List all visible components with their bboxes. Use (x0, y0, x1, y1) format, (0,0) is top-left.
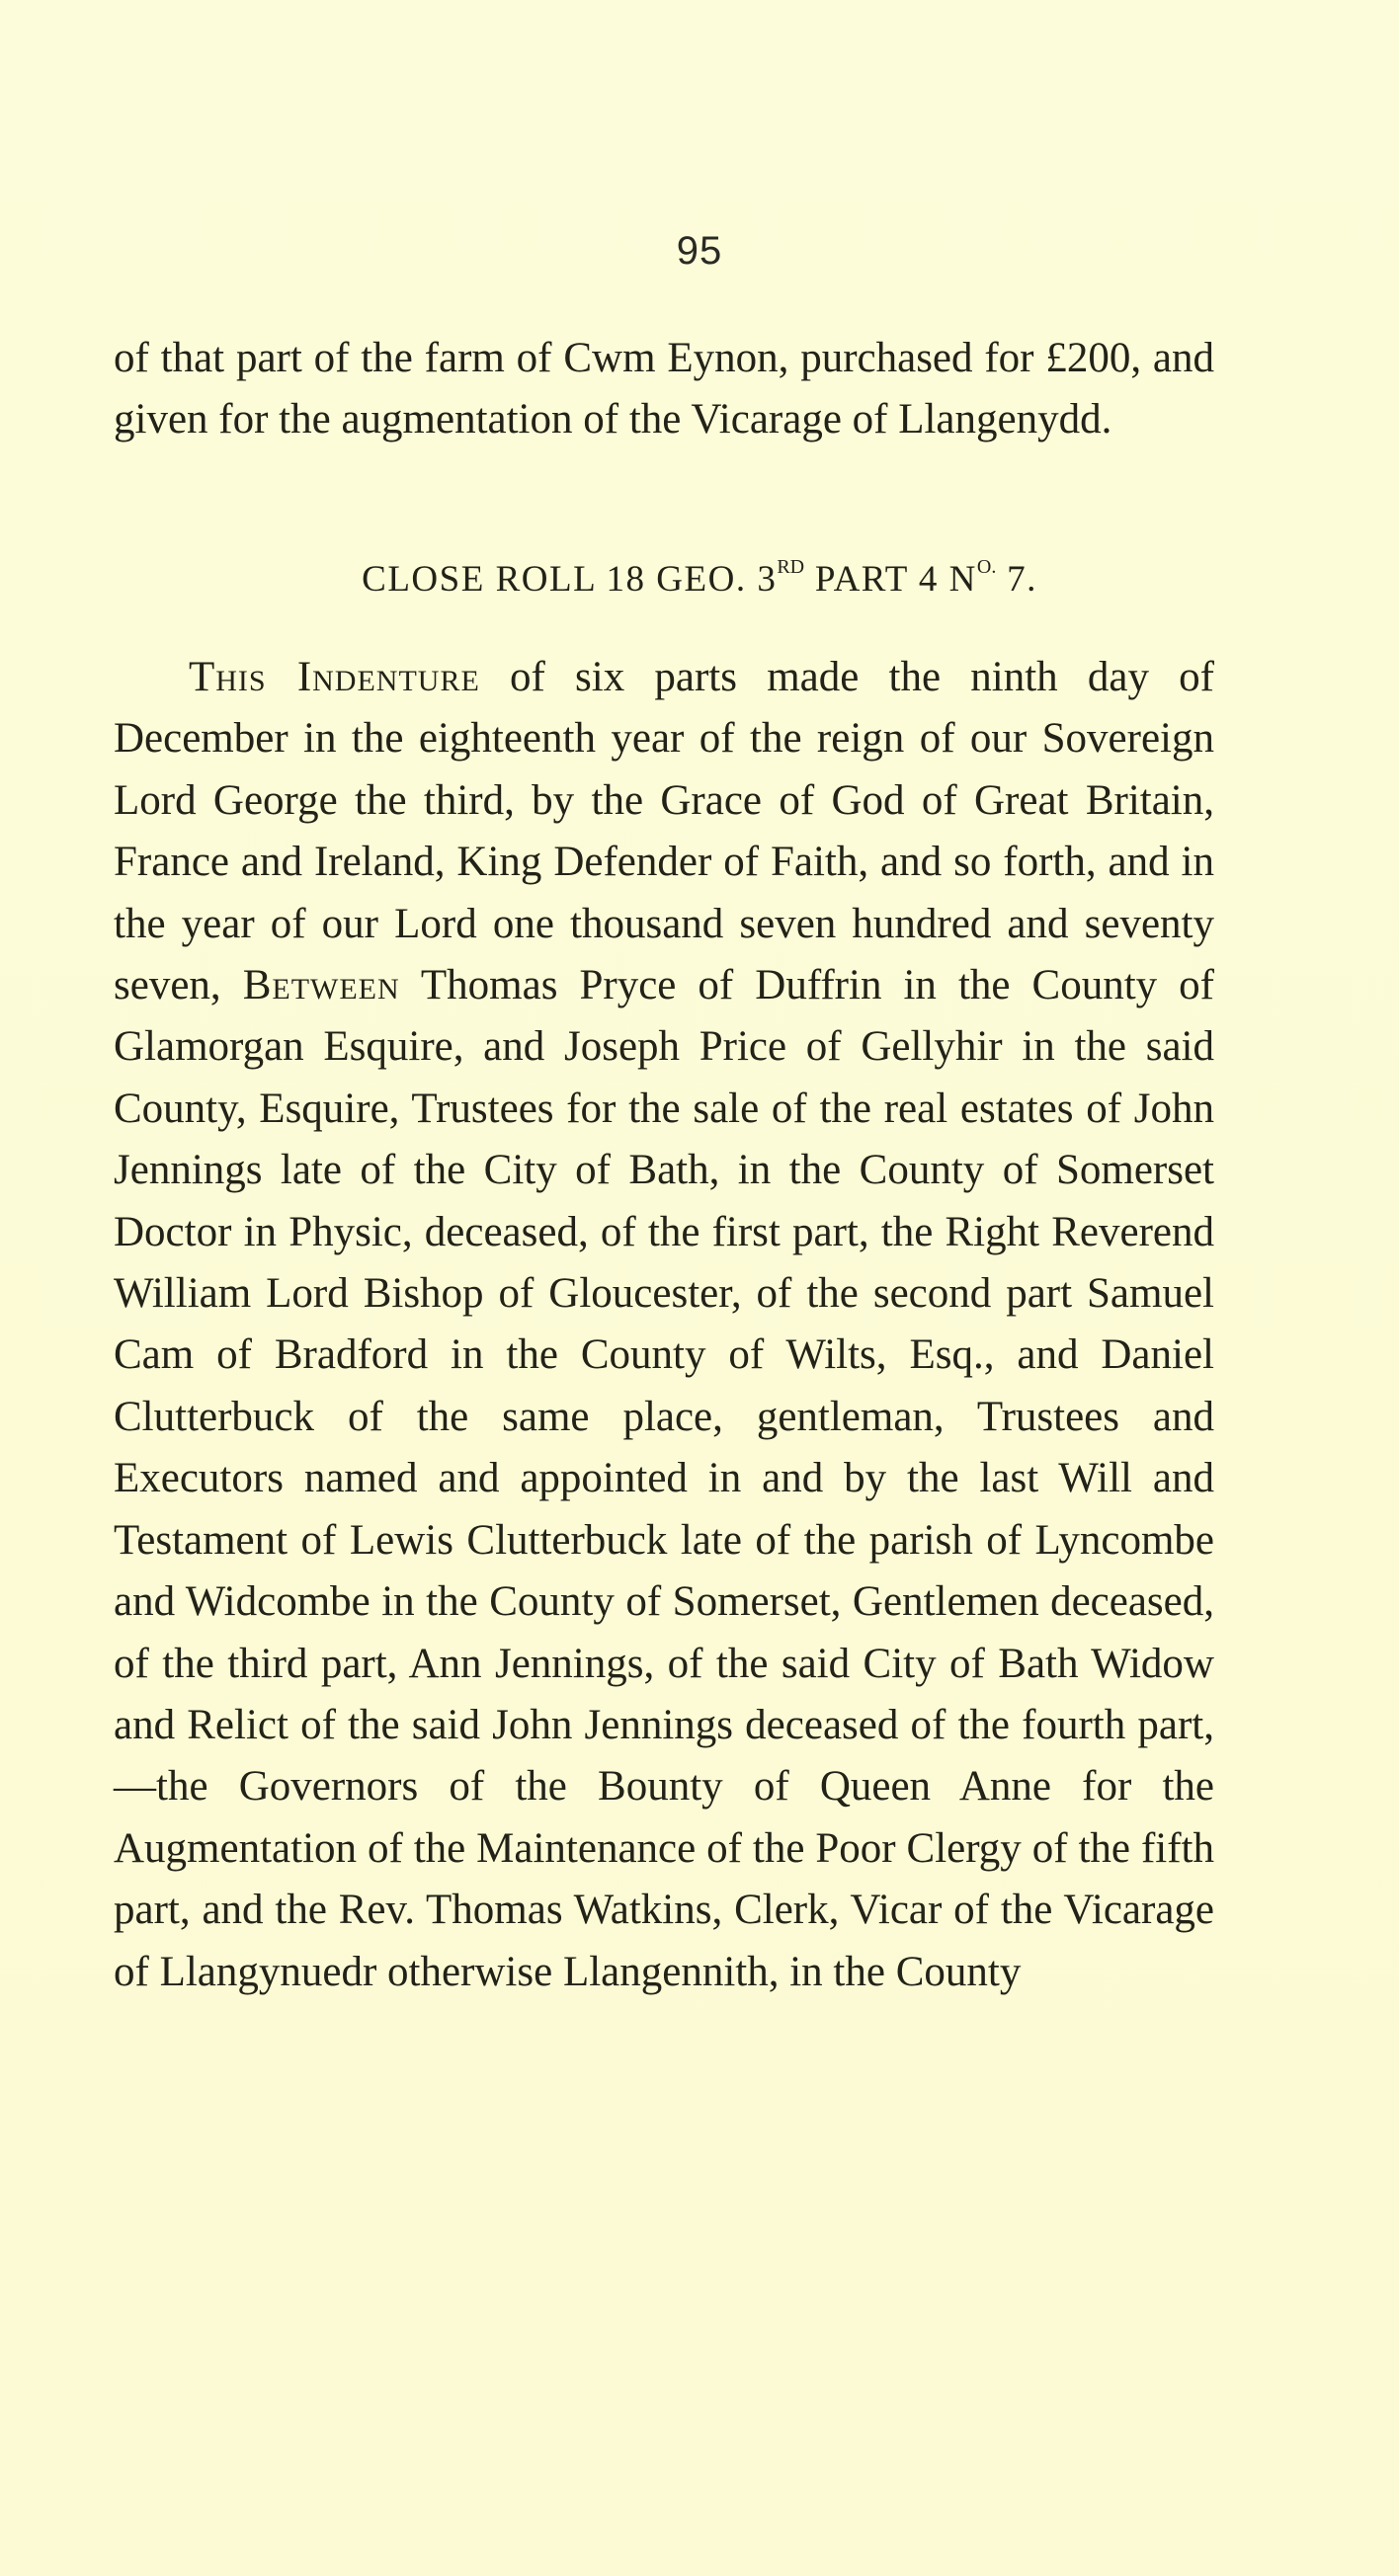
indenture-text-part2: Thomas Pryce of Duffrin in the County of Glamorgan Esquire, and Joseph Price of Gellyhir in the said County, Esquire, Trustees for the sale of the real estates of John Jennings late of the City of Bath, in the County of Somerset Doctor in Physic, deceased, of the first part, the Right Reverend William Lord Bishop of Gloucester, of the second part Samuel Cam of Bradford in the County of Wilts, Esq., and Daniel Clutterbuck of the same place, gentleman, Trustees and Executors named and appointed in and by the last Will and Testament of Lewis Clutterbuck late of the parish of Lyncombe and Widcombe in the County of Somerset, Gentlemen deceased, of the third part, Ann Jennings, of the said City of Bath Widow and Relict of the said John Jennings deceased of the fourth part,—the Governors of the Bounty of Queen Anne for the Augmentation of the Maintenance of the Poor Clergy of the fifth part, and the Rev. Thomas Watkins, Clerk, Vicar of the Vicarage of Llangynuedr otherwise Llangennith, in the County (114, 962, 1214, 1995)
section-heading (0, 556, 1399, 601)
page-number: 95 (676, 229, 723, 273)
indenture-text-part1: of six parts made the ninth day of December in the eighteenth year of the reign of our Sovereign Lord George the third, by the Grace of God of Great Britain, France and Ireland, King Defender of Faith, and so forth, and in the year of our Lord one thousand seven hundred and seventy seven, (114, 654, 1214, 1009)
between-word: Between (242, 962, 400, 1009)
indenture-paragraph (114, 647, 1214, 2003)
heading-ordinal-superscript: RD (777, 556, 805, 578)
heading-prefix: CLOSE ROLL 18 GEO. 3 (362, 559, 778, 600)
indenture-lead-word: This Indenture (189, 654, 480, 700)
heading-middle: PART 4 N (804, 559, 977, 600)
heading-number-superscript: O. (976, 556, 997, 578)
heading-suffix: 7. (996, 559, 1037, 600)
intro-paragraph: of that part of the farm of Cwm Eynon, purchased for £200, and given for the augmentation of the Vicarage of Llangenydd. (114, 335, 1214, 443)
